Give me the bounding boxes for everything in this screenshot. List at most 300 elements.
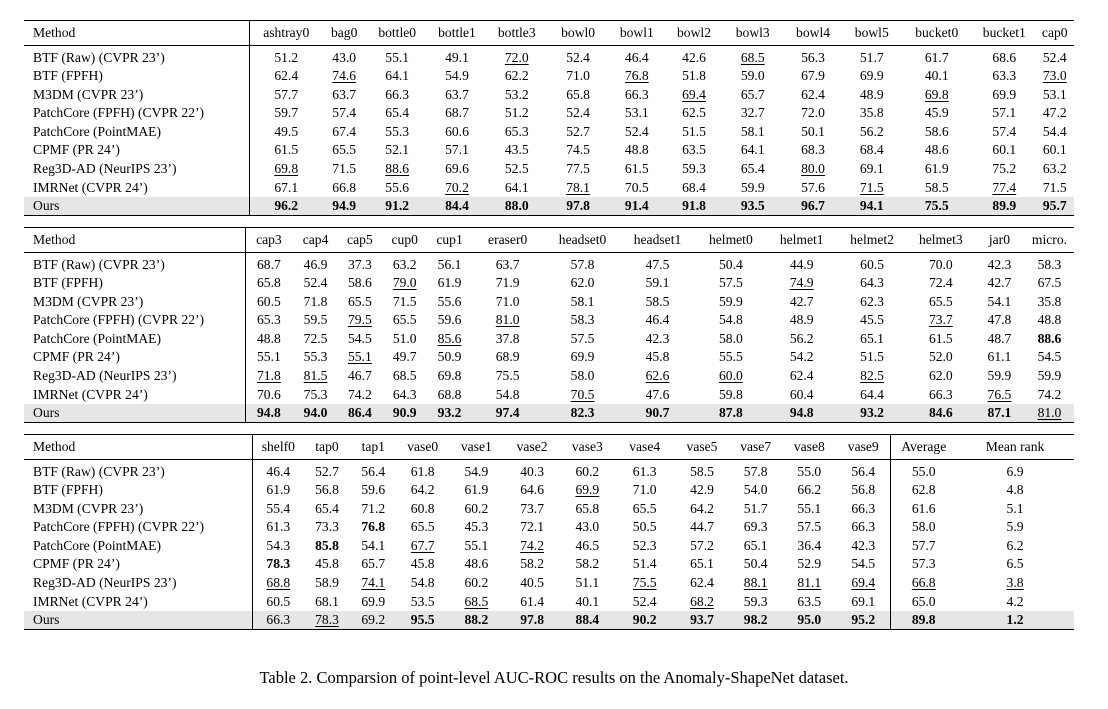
table-row	[24, 46, 1074, 67]
score-cell: 91.2	[385, 198, 410, 214]
score-cell: 45.5	[860, 312, 884, 328]
score-cell: 49.1	[445, 49, 469, 65]
score-cell: 71.0	[566, 68, 590, 84]
method-name: BTF (FPFH)	[24, 67, 250, 86]
score-cell: 62.8	[911, 482, 936, 498]
score-cell: 48.9	[859, 86, 884, 102]
score-cell: 57.2	[690, 537, 714, 553]
column-header: helmet3	[908, 228, 974, 253]
score-cell: 58.3	[570, 312, 595, 328]
score-cell: 56.8	[851, 482, 876, 498]
table-row	[24, 104, 1074, 123]
score-cell: 75.5	[495, 368, 520, 384]
column-header: bowl1	[608, 21, 665, 46]
score-cell: 48.7	[987, 330, 1012, 346]
score-cell: 50.5	[632, 519, 657, 535]
score-cell: 51.0	[392, 330, 417, 346]
score-cell: 63.5	[682, 142, 706, 158]
table-row	[24, 499, 1074, 518]
score-cell: 55.0	[911, 463, 936, 479]
score-cell: 55.6	[437, 293, 462, 309]
table-row	[24, 160, 1074, 179]
score-cell: 48.8	[624, 142, 649, 158]
score-cell: 87.1	[987, 405, 1012, 421]
score-cell: 58.2	[520, 556, 544, 572]
method-name: Reg3D-AD (NeurIPS 23’)	[24, 367, 245, 386]
score-cell: 71.5	[1042, 179, 1067, 195]
score-cell: 95.7	[1042, 198, 1067, 214]
score-cell: 82.3	[570, 405, 595, 421]
score-cell: 37.3	[347, 256, 372, 272]
score-cell: 64.1	[740, 142, 765, 158]
method-name: PatchCore (PointMAE)	[24, 122, 250, 141]
score-cell: 54.4	[1042, 123, 1067, 139]
score-cell: 44.9	[789, 256, 814, 272]
score-cell: 56.4	[361, 463, 386, 479]
score-cell: 3.8	[1006, 575, 1024, 591]
method-name: BTF (Raw) (CVPR 23’)	[24, 253, 245, 274]
score-cell: 52.4	[1042, 49, 1067, 65]
score-cell: 69.9	[575, 482, 600, 498]
table-row	[24, 178, 1074, 197]
score-cell: 50.9	[437, 349, 462, 365]
score-cell: 43.0	[575, 519, 600, 535]
column-header: vase1	[449, 435, 504, 460]
method-name: PatchCore (PointMAE)	[24, 536, 252, 555]
column-header: eraser0	[470, 228, 544, 253]
score-cell: 51.5	[860, 349, 884, 365]
table-header-row	[24, 228, 1074, 253]
score-cell: 68.4	[682, 179, 706, 195]
score-cell: 40.1	[575, 593, 600, 609]
score-cell: 56.1	[437, 256, 462, 272]
score-cell: 57.7	[911, 537, 936, 553]
score-cell: 53.5	[410, 593, 435, 609]
score-cell: 80.0	[801, 161, 825, 177]
score-cell: 62.4	[690, 575, 714, 591]
method-name: IMRNet (CVPR 24’)	[24, 385, 245, 404]
score-cell: 81.5	[303, 368, 328, 384]
score-cell: 42.3	[987, 256, 1012, 272]
method-column-header: Method	[24, 435, 252, 460]
score-cell: 77.4	[992, 179, 1017, 195]
score-cell: 68.2	[690, 593, 714, 609]
score-cell: 54.2	[789, 349, 814, 365]
score-cell: 69.9	[859, 68, 884, 84]
score-cell: 93.5	[740, 198, 765, 214]
score-cell: 42.9	[690, 482, 714, 498]
column-header: jar0	[974, 228, 1025, 253]
score-cell: 58.3	[1037, 256, 1062, 272]
column-header: bowl0	[548, 21, 608, 46]
score-cell: 61.9	[437, 275, 462, 291]
score-cell: 72.0	[801, 105, 825, 121]
score-cell: 61.9	[464, 482, 489, 498]
score-cell: 44.7	[690, 519, 714, 535]
score-cell: 58.5	[645, 293, 670, 309]
score-cell: 58.0	[570, 368, 595, 384]
score-cell: 94.9	[332, 198, 357, 214]
score-cell: 79.0	[392, 275, 417, 291]
score-cell: 72.0	[504, 49, 529, 65]
method-name: M3DM (CVPR 23’)	[24, 85, 250, 104]
score-cell: 56.4	[851, 463, 876, 479]
score-cell: 65.5	[332, 142, 357, 158]
score-cell: 62.5	[682, 105, 706, 121]
score-cell: 55.3	[385, 123, 410, 139]
score-cell: 66.8	[332, 179, 357, 195]
score-cell: 48.6	[464, 556, 489, 572]
score-cell: 57.5	[797, 519, 822, 535]
method-name: PatchCore (FPFH) (CVPR 22’)	[24, 104, 250, 123]
column-header: vase8	[783, 435, 837, 460]
score-cell: 88.1	[743, 575, 768, 591]
score-cell: 54.1	[361, 537, 386, 553]
score-cell: 94.8	[789, 405, 814, 421]
score-cell: 46.7	[347, 368, 372, 384]
score-cell: 55.6	[385, 179, 410, 195]
score-cell: 71.2	[361, 500, 386, 516]
score-cell: 60.0	[718, 368, 743, 384]
score-cell: 35.8	[1037, 293, 1062, 309]
score-cell: 60.4	[789, 386, 814, 402]
score-cell: 60.2	[464, 575, 489, 591]
score-cell: 60.2	[464, 500, 489, 516]
score-cell: 51.1	[575, 575, 600, 591]
column-header: cap3	[245, 228, 292, 253]
score-cell: 64.3	[860, 275, 884, 291]
score-cell: 46.4	[266, 463, 291, 479]
score-cell: 45.3	[464, 519, 489, 535]
score-cell: 46.4	[624, 49, 649, 65]
table-row	[24, 574, 1074, 593]
score-cell: 57.3	[911, 556, 936, 572]
score-cell: 4.2	[1006, 593, 1024, 609]
method-name: BTF (Raw) (CVPR 23’)	[24, 46, 250, 67]
score-cell: 52.7	[315, 463, 339, 479]
score-cell: 69.8	[924, 86, 949, 102]
score-cell: 52.4	[566, 49, 590, 65]
score-cell: 88.2	[464, 612, 489, 628]
method-name: M3DM (CVPR 23’)	[24, 499, 252, 518]
score-cell: 55.1	[797, 500, 822, 516]
score-cell: 97.8	[566, 198, 590, 214]
score-cell: 48.9	[789, 312, 814, 328]
column-header: bottle1	[428, 21, 485, 46]
score-cell: 57.4	[992, 123, 1017, 139]
score-cell: 59.5	[303, 312, 328, 328]
column-header: helmet0	[695, 228, 767, 253]
score-cell: 65.4	[740, 161, 765, 177]
score-cell: 94.8	[257, 405, 281, 421]
score-cell: 74.2	[1037, 386, 1062, 402]
table-row	[24, 555, 1074, 574]
score-cell: 56.3	[801, 49, 825, 65]
score-cell: 69.4	[682, 86, 706, 102]
score-cell: 66.8	[911, 575, 936, 591]
score-cell: 71.8	[303, 293, 328, 309]
score-cell: 65.0	[911, 593, 936, 609]
score-cell: 61.8	[410, 463, 435, 479]
score-cell: 60.2	[575, 463, 600, 479]
score-cell: 64.1	[385, 68, 410, 84]
score-cell: 94.0	[303, 405, 328, 421]
method-name: Ours	[24, 404, 245, 423]
table-row	[24, 122, 1074, 141]
method-name: PatchCore (PointMAE)	[24, 329, 245, 348]
score-cell: 76.8	[624, 68, 649, 84]
score-cell: 53.1	[1042, 86, 1067, 102]
column-header: vase0	[396, 435, 449, 460]
score-cell: 5.1	[1006, 500, 1024, 516]
column-header: bowl3	[723, 21, 783, 46]
score-cell: 75.5	[632, 575, 657, 591]
score-cell: 71.8	[257, 368, 281, 384]
score-cell: 68.8	[437, 386, 462, 402]
score-cell: 55.5	[718, 349, 743, 365]
score-cell: 85.6	[437, 330, 462, 346]
column-header: vase5	[675, 435, 729, 460]
score-cell: 71.0	[632, 482, 657, 498]
column-header: vase7	[729, 435, 783, 460]
score-cell: 59.6	[361, 482, 386, 498]
score-cell: 84.4	[445, 198, 469, 214]
score-cell: 62.4	[274, 68, 299, 84]
score-cell: 81.0	[495, 312, 520, 328]
score-cell: 97.8	[520, 612, 544, 628]
score-cell: 91.8	[682, 198, 706, 214]
method-name: Ours	[24, 197, 250, 216]
score-cell: 55.1	[257, 349, 281, 365]
score-cell: 69.1	[851, 593, 876, 609]
score-cell: 97.4	[495, 405, 520, 421]
method-name: BTF (FPFH)	[24, 481, 252, 500]
score-cell: 36.4	[797, 537, 822, 553]
method-name: CPMF (PR 24’)	[24, 141, 250, 160]
score-cell: 54.5	[1037, 349, 1062, 365]
table-row	[24, 85, 1074, 104]
method-name: PatchCore (FPFH) (CVPR 22’)	[24, 518, 252, 537]
score-cell: 65.1	[743, 537, 768, 553]
score-cell: 6.5	[1006, 556, 1024, 572]
score-cell: 37.8	[495, 330, 520, 346]
score-cell: 67.5	[1037, 275, 1062, 291]
column-header: Mean rank	[956, 435, 1074, 460]
column-header: bottle3	[486, 21, 548, 46]
score-cell: 79.5	[347, 312, 372, 328]
score-cell: 52.4	[632, 593, 657, 609]
score-cell: 59.9	[1037, 368, 1062, 384]
table-row	[24, 311, 1074, 330]
score-cell: 64.3	[392, 386, 417, 402]
score-cell: 54.5	[347, 330, 372, 346]
score-cell: 95.2	[851, 612, 876, 628]
score-cell: 98.2	[743, 612, 768, 628]
score-cell: 68.5	[740, 49, 765, 65]
score-cell: 65.4	[385, 105, 410, 121]
ours-row	[24, 197, 1074, 216]
score-cell: 68.8	[266, 575, 291, 591]
score-cell: 45.8	[645, 349, 670, 365]
score-cell: 45.8	[315, 556, 339, 572]
score-cell: 43.5	[504, 142, 529, 158]
score-cell: 53.2	[504, 86, 529, 102]
score-cell: 93.2	[860, 405, 884, 421]
table-header-row	[24, 435, 1074, 460]
score-cell: 48.8	[257, 330, 281, 346]
score-cell: 68.3	[801, 142, 825, 158]
score-cell: 59.9	[718, 293, 743, 309]
score-cell: 55.1	[347, 349, 372, 365]
score-cell: 66.3	[851, 500, 876, 516]
column-header: headset1	[620, 228, 694, 253]
score-cell: 85.8	[315, 537, 339, 553]
score-cell: 60.5	[266, 593, 291, 609]
score-cell: 59.0	[740, 68, 765, 84]
score-cell: 4.8	[1006, 482, 1024, 498]
score-cell: 57.7	[274, 86, 299, 102]
score-cell: 51.7	[859, 49, 884, 65]
score-cell: 42.7	[789, 293, 814, 309]
score-cell: 58.6	[347, 275, 372, 291]
score-cell: 5.9	[1006, 519, 1024, 535]
score-cell: 52.0	[928, 349, 953, 365]
score-cell: 54.9	[464, 463, 489, 479]
score-cell: 54.3	[266, 537, 291, 553]
score-cell: 50.1	[801, 123, 825, 139]
score-cell: 61.3	[266, 519, 291, 535]
score-cell: 62.4	[801, 86, 825, 102]
column-header: tap0	[304, 435, 350, 460]
score-cell: 47.2	[1042, 105, 1067, 121]
score-cell: 66.3	[851, 519, 876, 535]
ours-row	[24, 611, 1074, 630]
table-row	[24, 274, 1074, 293]
score-cell: 56.2	[789, 330, 814, 346]
score-cell: 82.5	[860, 368, 884, 384]
score-cell: 76.8	[361, 519, 386, 535]
score-cell: 6.2	[1006, 537, 1024, 553]
score-cell: 35.8	[859, 105, 884, 121]
score-cell: 60.1	[1042, 142, 1067, 158]
score-cell: 75.5	[924, 198, 949, 214]
score-cell: 66.2	[797, 482, 822, 498]
score-cell: 63.2	[392, 256, 417, 272]
table-caption: Table 2. Comparsion of point-level AUC-ROC results on the Anomaly-ShapeNet dataset.	[259, 668, 849, 687]
score-cell: 65.3	[504, 123, 529, 139]
score-cell: 55.0	[797, 463, 822, 479]
score-cell: 42.3	[645, 330, 670, 346]
score-cell: 57.1	[445, 142, 469, 158]
score-cell: 67.4	[332, 123, 357, 139]
score-cell: 69.6	[445, 161, 469, 177]
method-name: Ours	[24, 611, 252, 630]
score-cell: 57.8	[570, 256, 595, 272]
score-cell: 55.1	[385, 49, 410, 65]
score-cell: 84.6	[928, 405, 953, 421]
score-cell: 81.0	[1037, 405, 1062, 421]
score-cell: 60.1	[992, 142, 1017, 158]
score-cell: 65.7	[361, 556, 386, 572]
score-cell: 46.9	[303, 256, 328, 272]
score-cell: 57.6	[801, 179, 825, 195]
score-cell: 51.5	[682, 123, 706, 139]
score-cell: 86.4	[347, 405, 372, 421]
score-cell: 42.3	[851, 537, 876, 553]
score-cell: 58.0	[718, 330, 743, 346]
table-row	[24, 348, 1074, 367]
score-cell: 68.7	[257, 256, 281, 272]
score-cell: 51.4	[632, 556, 657, 572]
table-row	[24, 329, 1074, 348]
score-cell: 71.5	[332, 161, 357, 177]
score-cell: 61.5	[928, 330, 953, 346]
score-cell: 46.5	[575, 537, 600, 553]
score-cell: 68.7	[445, 105, 469, 121]
score-cell: 54.1	[987, 293, 1012, 309]
score-cell: 63.2	[1042, 161, 1067, 177]
score-cell: 54.9	[445, 68, 469, 84]
score-cell: 54.8	[495, 386, 520, 402]
score-cell: 65.1	[690, 556, 714, 572]
score-cell: 48.6	[924, 142, 949, 158]
score-cell: 54.5	[851, 556, 876, 572]
score-cell: 71.5	[859, 179, 884, 195]
score-cell: 72.1	[520, 519, 544, 535]
column-header: bottle0	[366, 21, 428, 46]
score-cell: 75.2	[992, 161, 1017, 177]
score-cell: 68.5	[392, 368, 417, 384]
column-header: vase9	[836, 435, 891, 460]
score-cell: 96.7	[801, 198, 825, 214]
score-cell: 52.5	[504, 161, 529, 177]
score-cell: 51.8	[682, 68, 706, 84]
score-cell: 90.9	[392, 405, 417, 421]
column-header: vase4	[614, 435, 675, 460]
score-cell: 68.4	[859, 142, 884, 158]
table-row	[24, 481, 1074, 500]
column-header: bag0	[322, 21, 366, 46]
table-row	[24, 253, 1074, 274]
column-header: ashtray0	[250, 21, 323, 46]
method-name: PatchCore (FPFH) (CVPR 22’)	[24, 311, 245, 330]
score-cell: 56.8	[315, 482, 339, 498]
score-cell: 47.5	[645, 256, 670, 272]
score-cell: 57.1	[992, 105, 1017, 121]
score-cell: 65.8	[566, 86, 590, 102]
table-row	[24, 292, 1074, 311]
score-cell: 61.5	[274, 142, 299, 158]
score-cell: 42.6	[682, 49, 706, 65]
score-cell: 40.5	[520, 575, 544, 591]
score-cell: 48.8	[1037, 312, 1062, 328]
score-cell: 65.5	[410, 519, 435, 535]
score-cell: 45.9	[924, 105, 949, 121]
score-cell: 74.5	[566, 142, 590, 158]
score-cell: 56.2	[859, 123, 884, 139]
score-cell: 52.4	[624, 123, 649, 139]
score-cell: 49.5	[274, 123, 299, 139]
ours-row	[24, 404, 1074, 423]
score-cell: 61.9	[924, 161, 949, 177]
method-name: BTF (FPFH)	[24, 274, 245, 293]
score-cell: 58.5	[690, 463, 714, 479]
score-cell: 61.3	[632, 463, 657, 479]
column-header: cap5	[339, 228, 381, 253]
score-cell: 65.8	[257, 275, 281, 291]
method-name: BTF (Raw) (CVPR 23’)	[24, 460, 252, 481]
score-cell: 69.9	[570, 349, 595, 365]
